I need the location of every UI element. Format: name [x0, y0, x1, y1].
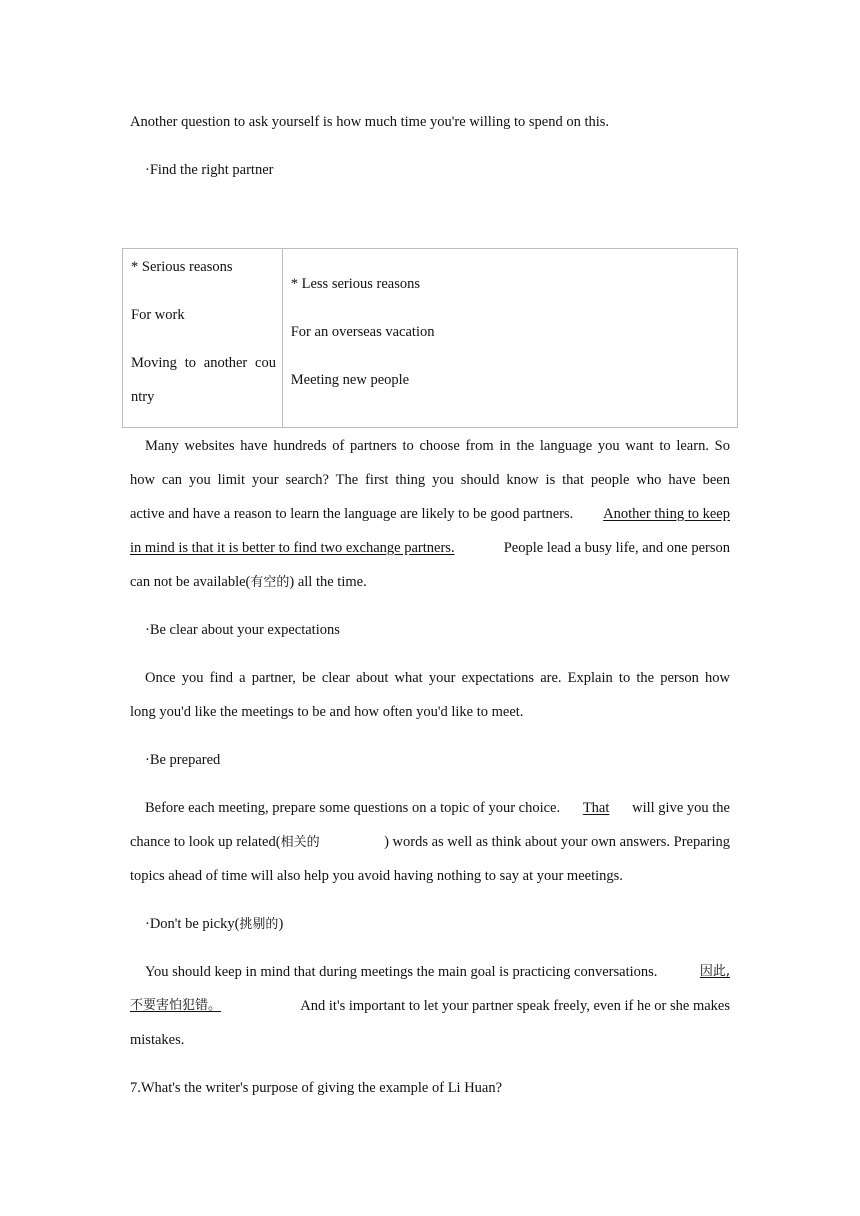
partner-text: active and have a reason to learn the language are likely to be good partners.: [130, 506, 574, 522]
underlined-sentence: in mind is that it is better to find two exchange partners.: [130, 540, 455, 556]
picky-text: You should keep in mind that during meetings the main goal is practicing conversations.: [145, 964, 658, 980]
partner-paragraph-line: how can you limit your search? The first thing you should know is that people who have been: [130, 472, 730, 488]
prepared-paragraph-line: [130, 833, 730, 852]
partner-paragraph-line: [130, 539, 730, 557]
heading-find-partner: ·Find the right partner: [145, 162, 274, 178]
gloss-picky: 挑剔的: [239, 917, 279, 932]
serious-reason-work: For work: [131, 307, 185, 323]
partner-text: ) all the time.: [289, 574, 367, 590]
picky-paragraph-line: mistakes.: [130, 1032, 185, 1048]
prepared-text: Before each meeting, prepare some questions on a topic of your choice.: [145, 800, 561, 816]
underlined-sentence: Another thing to keep: [603, 506, 730, 522]
serious-reason-moving: Moving to another cou: [131, 355, 276, 371]
intro-question-text: Another question to ask yourself is how much time you're willing to spend on this.: [130, 114, 610, 130]
prepared-paragraph-line: [145, 799, 730, 817]
question-7: 7.What's the writer's purpose of giving the example of Li Huan?: [130, 1080, 503, 1096]
less-serious-reason-people: Meeting new people: [290, 372, 410, 388]
partner-paragraph-line: Many websites have hundreds of partners to choose from in the language you want to learn. So: [145, 438, 730, 454]
prepared-text: ) words as well as think about your own answers. Preparing: [384, 834, 730, 850]
underlined-chinese-phrase: 因此,: [699, 964, 730, 979]
partner-paragraph-line: [130, 573, 730, 592]
expectations-paragraph-line: long you'd like the meetings to be and how often you'd like to meet.: [130, 704, 524, 720]
partner-paragraph-line: [130, 505, 730, 523]
reasons-table: [122, 248, 738, 428]
picky-heading-text: ): [278, 916, 284, 932]
heading-dont-be-picky: [145, 915, 745, 934]
prepared-paragraph-line: topics ahead of time will also help you avoid having nothing to say at your meetings.: [130, 868, 623, 884]
picky-paragraph-line: [130, 997, 730, 1015]
underlined-word-that: That: [582, 800, 610, 816]
prepared-text: chance to look up related(: [130, 834, 281, 850]
partner-text: can not be available(: [130, 574, 251, 590]
picky-paragraph-line: [145, 963, 730, 981]
partner-text: People lead a busy life, and one person: [503, 540, 730, 556]
serious-reasons-cell: [123, 249, 283, 428]
heading-expectations: ·Be clear about your expectations: [145, 622, 340, 638]
prepared-text: will give you the: [632, 800, 730, 816]
underlined-chinese-phrase: 不要害怕犯错。: [130, 998, 222, 1013]
less-serious-reasons-cell: [282, 249, 737, 428]
serious-reason-moving-cont: ntry: [131, 389, 155, 405]
picky-text: And it's important to let your partner speak freely, even if he or she makes: [300, 998, 730, 1014]
serious-reasons-heading: * Serious reasons: [131, 259, 233, 275]
gloss-related: 相关的: [280, 835, 320, 850]
expectations-paragraph-line: Once you find a partner, be clear about what your expectations are. Explain to the person how: [145, 670, 730, 686]
picky-heading-text: ·Don't be picky(: [145, 916, 240, 932]
heading-prepared: ·Be prepared: [145, 752, 221, 768]
gloss-available: 有空的: [250, 575, 290, 590]
less-serious-reason-vacation: For an overseas vacation: [290, 324, 435, 340]
less-serious-reasons-heading: * Less serious reasons: [290, 276, 421, 292]
